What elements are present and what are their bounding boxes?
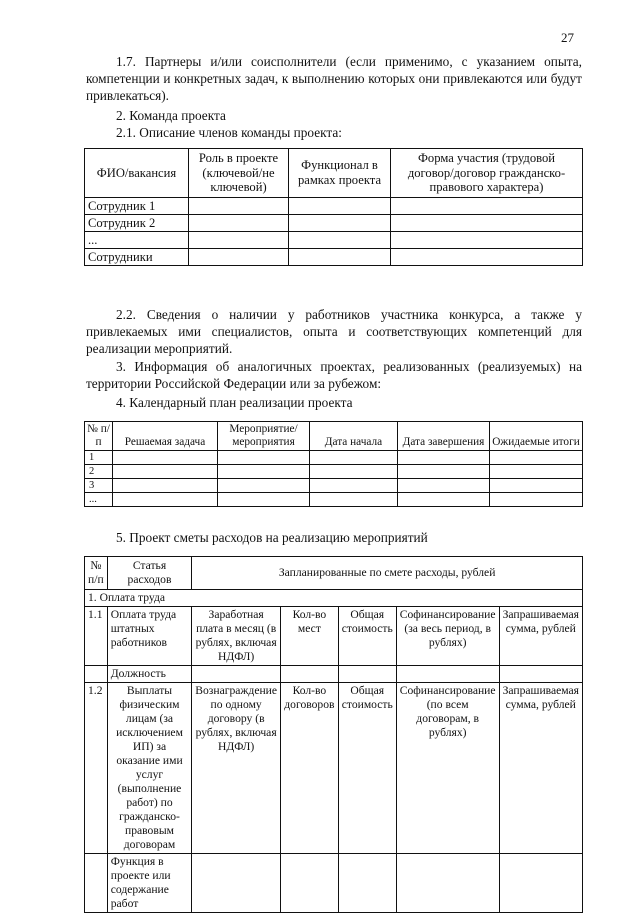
budget-row-1-1-places: Кол-во мест: [281, 607, 339, 666]
calendar-row-num: ...: [85, 493, 113, 507]
budget-row-1-2-item: Выплаты физическим лицам (за исключением ИП) за оказание ими услуг (выполнение работ) по гражданско-правовым договорам: [107, 683, 192, 854]
team-table: [84, 148, 583, 266]
page-number: 27: [561, 30, 574, 45]
table-row: [85, 465, 583, 479]
paragraph-2: 2. Команда проекта: [116, 108, 226, 123]
calendar-header-num: № п/п: [85, 422, 113, 451]
budget-header-item: Статья расходов: [107, 557, 192, 590]
budget-row-1-1-salary: Заработная плата в месяц (в рублях, включая НДФЛ): [192, 607, 281, 666]
budget-row-1-1-requested: Запрашиваемая сумма, рублей: [499, 607, 582, 666]
calendar-table: [84, 421, 583, 507]
budget-function-label: Функция в проекте или содержание работ: [107, 854, 192, 913]
budget-row-1-2-num: 1.2: [85, 683, 108, 854]
table-row: [85, 451, 583, 465]
table-row: [85, 590, 583, 607]
table-row: [85, 666, 583, 683]
team-table-header: [85, 149, 583, 198]
calendar-table-header: [85, 422, 583, 451]
calendar-header-task: Решаемая задача: [113, 422, 218, 451]
paragraph-4: 4. Календарный план реализации проекта: [116, 395, 353, 410]
budget-row-1-2-fee: Вознаграждение по одному договору (в рублях, включая НДФЛ): [192, 683, 281, 854]
team-header-function: Функционал в рамках проекта: [289, 149, 391, 198]
table-row: [85, 214, 583, 231]
paragraph-3: 3. Информация об аналогичных проектах, реализованных (реализуемых) на территории Российской Федерации или за рубежом:: [86, 359, 582, 391]
calendar-row-num: 2: [85, 465, 113, 479]
budget-table-header: [85, 557, 583, 590]
table-row: [85, 683, 583, 854]
calendar-header-end: Дата завершения: [398, 422, 490, 451]
budget-table: [84, 556, 583, 913]
team-row-name: Сотрудники: [85, 248, 189, 265]
calendar-row-num: 3: [85, 479, 113, 493]
team-row-name: Сотрудник 2: [85, 214, 189, 231]
budget-row-1-2-total: Общая стоимость: [338, 683, 396, 854]
paragraph-1-7: 1.7. Партнеры и/или соисполнители (если применимо, с указанием опыта, компетенции и конкретных задач, к выполнению которых они привлекаются или будут привлекаться).: [86, 54, 582, 103]
team-header-form: Форма участия (трудовой договор/договор гражданско-правового характера): [391, 149, 583, 198]
calendar-header-results: Ожидаемые итоги: [490, 422, 583, 451]
budget-header-num: № п/п: [85, 557, 108, 590]
budget-row-1-1-item: Оплата труда штатных работников: [107, 607, 192, 666]
paragraph-2-2: 2.2. Сведения о наличии у работников участника конкурса, а также у привлекаемых ими специалистов, опыта и соответствующих компетенций для реализации мероприятий.: [86, 307, 582, 356]
calendar-header-start: Дата начала: [310, 422, 398, 451]
table-row: [85, 607, 583, 666]
team-row-name: ...: [85, 231, 189, 248]
budget-row-1-1-num: 1.1: [85, 607, 108, 666]
calendar-header-event: Мероприятие/ мероприятия: [218, 422, 310, 451]
team-header-role: Роль в проекте (ключевой/не ключевой): [189, 149, 289, 198]
table-row: [85, 493, 583, 507]
budget-position-label: Должность: [107, 666, 192, 683]
budget-row-1-2-contracts: Кол-во договоров: [281, 683, 339, 854]
team-row-name: Сотрудник 1: [85, 197, 189, 214]
calendar-row-num: 1: [85, 451, 113, 465]
paragraph-5: 5. Проект сметы расходов на реализацию мероприятий: [116, 530, 428, 545]
table-row: [85, 197, 583, 214]
budget-row-1-2-requested: Запрашиваемая сумма, рублей: [499, 683, 582, 854]
budget-row-1-2-cofinance: Софинансирование (по всем договорам, в рублях): [396, 683, 499, 854]
table-row: [85, 231, 583, 248]
team-header-name: ФИО/вакансия: [85, 149, 189, 198]
table-row: [85, 854, 583, 913]
budget-row-1-1-cofinance: Софинансирование (за весь период, в рублях): [396, 607, 499, 666]
table-row: [85, 479, 583, 493]
budget-header-planned: Запланированные по смете расходы, рублей: [192, 557, 583, 590]
paragraph-2-1: 2.1. Описание членов команды проекта:: [116, 125, 342, 140]
table-row: [85, 248, 583, 265]
budget-section-labor: 1. Оплата труда: [85, 590, 583, 607]
budget-row-1-1-total: Общая стоимость: [338, 607, 396, 666]
